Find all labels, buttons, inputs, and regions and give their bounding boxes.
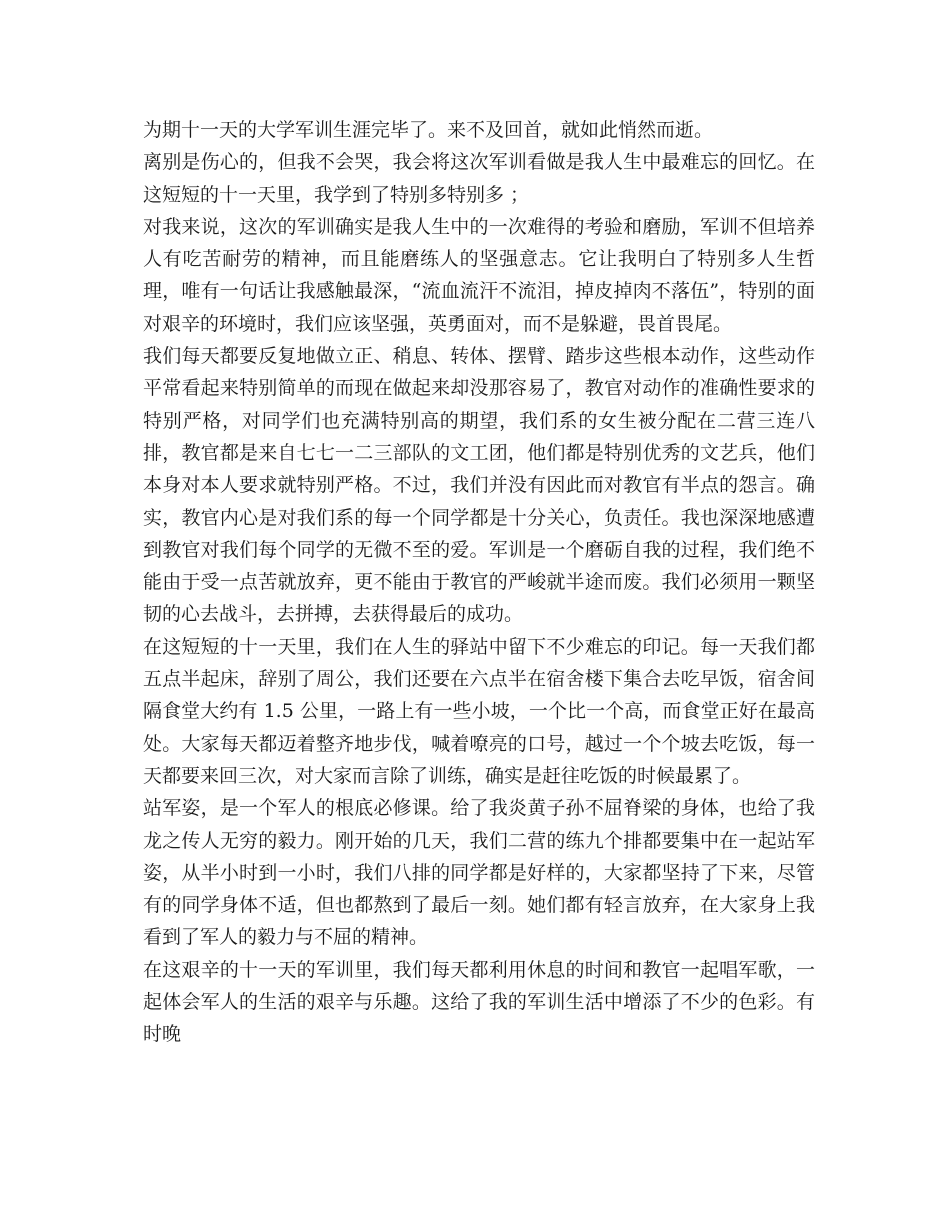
paragraph-5: 在这短短的十一天里，我们在人生的驿站中留下不少难忘的印记。每一天我们都五点半起床，辞别了周公，我们还要在六点半在宿舍楼下集合去吃早饭，宿舍间隔食堂大约有 1.5 公里，一路上有一些小坡，一个比一个高，而食堂正好在最高处。大家每天都迈着整齐地步伐，喊着嘹亮的口号，越过一个个坡去吃饭，每一天都要来回三次，对大家而言除了训练，确实是赶往吃饭的时候最累了。 — [143, 635, 815, 787]
paragraph-6: 站军姿，是一个军人的根底必修课。给了我炎黄子孙不屈脊梁的身体，也给了我龙之传人无穷的毅力。刚开始的几天，我们二营的练九个排都要集中在一起站军姿，从半小时到一小时，我们八排的同学都是好样的，大家都坚持了下来，尽管有的同学身体不适，但也都熬到了最后一刻。她们都有轻言放弃，在大家身上我看到了军人的毅力与不屈的精神。 — [143, 797, 815, 949]
paragraph-4: 我们每天都要反复地做立正、稍息、转体、摆臂、踏步这些根本动作，这些动作平常看起来特别简单的而现在做起来却没那容易了，教官对动作的准确性要求的特别严格，对同学们也充满特别高的期望，我们系的女生被分配在二营三连八排，教官都是来自七七一二三部队的文工团，他们都是特别优秀的文艺兵，他们本身对本人要求就特别严格。不过，我们并没有因此而对教官有半点的怨言。确实，教官内心是对我们系的每一个同学都是十分关心，负责任。我也深深地感遭到教官对我们每个同学的无微不至的爱。军训是一个磨砺自我的过程，我们绝不能由于受一点苦就放弃，更不能由于教官的严峻就半途而废。我们必须用一颗坚韧的心去战斗，去拼搏，去获得最后的成功。 — [143, 345, 815, 626]
paragraph-2: 离别是伤心的，但我不会哭，我会将这次军训看做是我人生中最难忘的回忆。在这短短的十一天里，我学到了特别多特别多 ； — [143, 151, 815, 206]
paragraph-1: 为期十一天的大学军训生涯完毕了。来不及回首，就如此悄然而逝。 — [143, 119, 714, 141]
document-body — [143, 114, 815, 1051]
paragraph-3: 对我来说，这次的军训确实是我人生中的一次难得的考验和磨励，军训不但培养人有吃苦耐劳的精神，而且能磨练人的坚强意志。它让我明白了特别多人生哲理，唯有一句话让我感触最深，“流血流汗不流泪，掉皮掉肉不落伍”，特别的面对艰辛的环境时，我们应该坚强，英勇面对，而不是躲避，畏首畏尾。 — [143, 215, 815, 335]
paragraph-7: 在这艰辛的十一天的军训里，我们每天都利用休息的时间和教官一起唱军歌，一起体会军人的生活的艰辛与乐趣。这给了我的军训生活中增添了不少的色彩。有时晚 — [143, 958, 815, 1046]
